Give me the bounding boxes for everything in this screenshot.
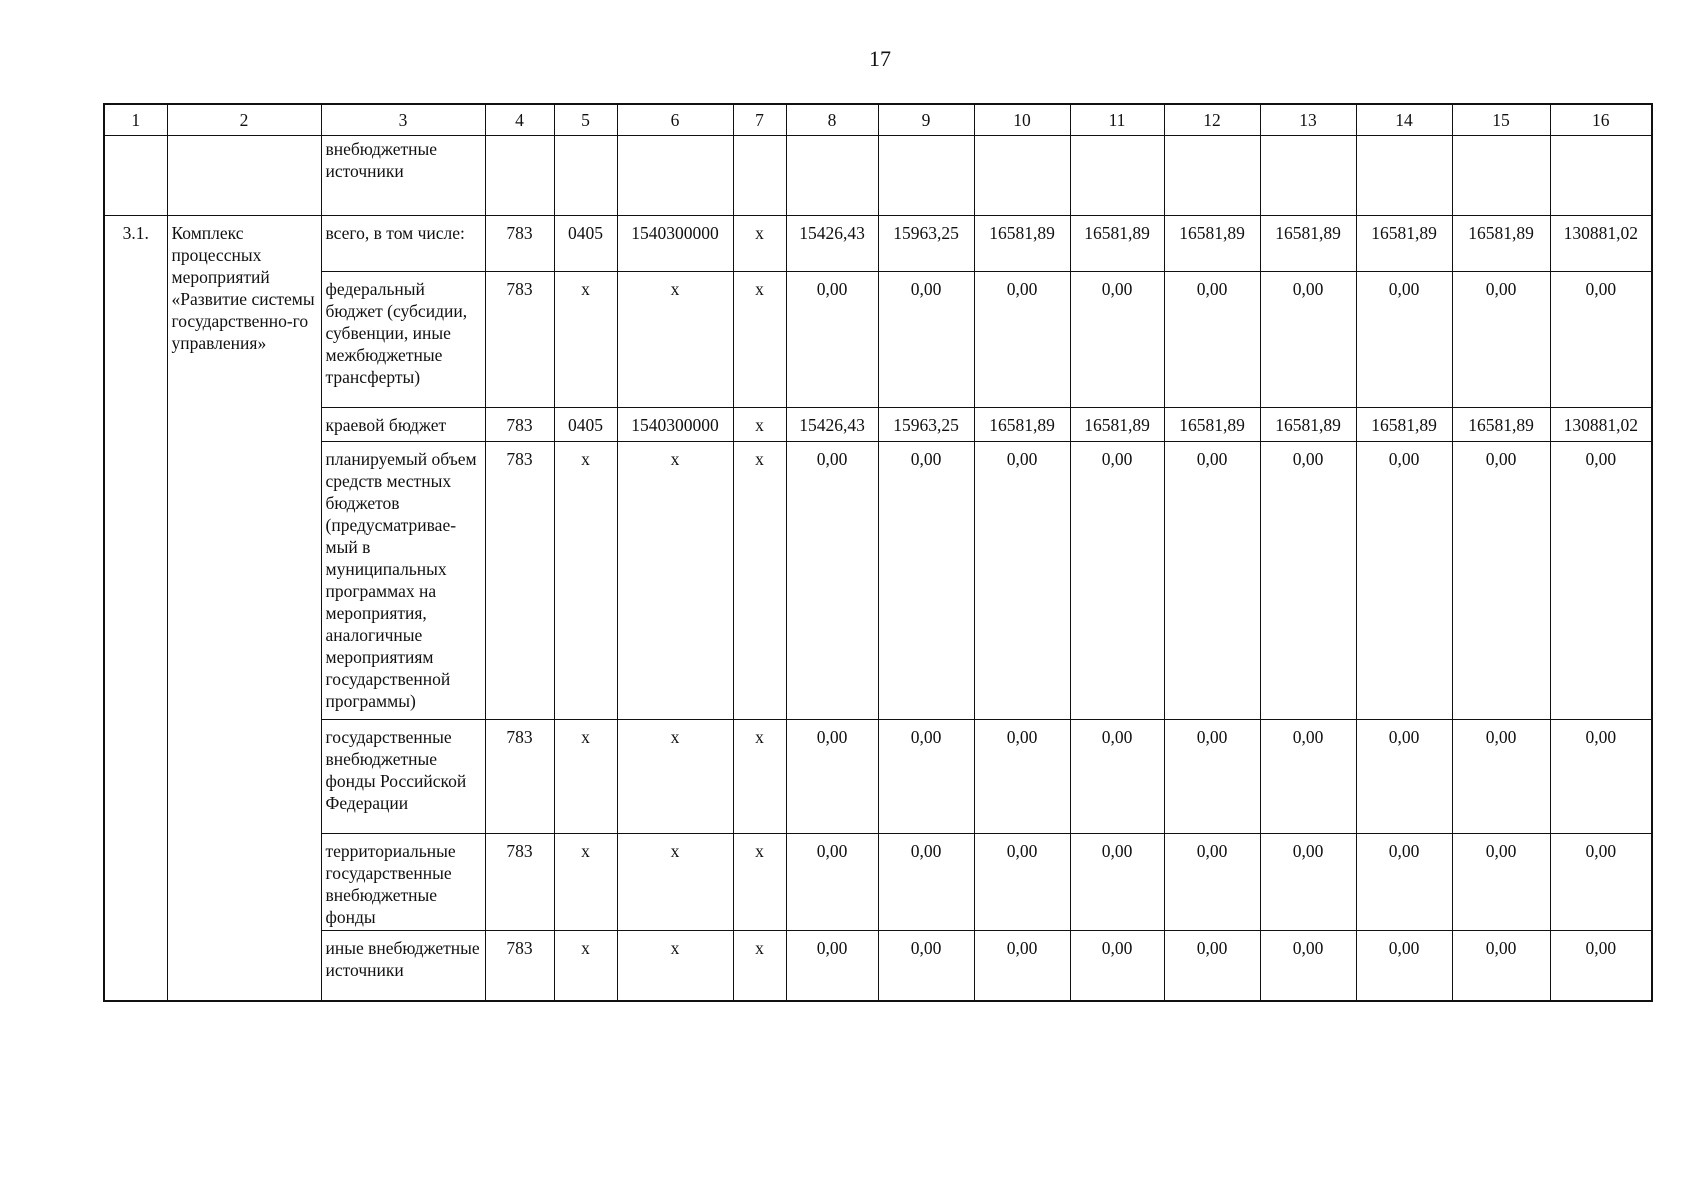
value-cell: 0,00 — [878, 931, 974, 1001]
value-cell: 0,00 — [1260, 272, 1356, 408]
header-cell: 1 — [104, 104, 167, 136]
header-cell: 13 — [1260, 104, 1356, 136]
header-cell: 8 — [786, 104, 878, 136]
value-cell: 16581,89 — [1356, 216, 1452, 272]
value-cell: 783 — [485, 272, 554, 408]
value-cell: 0,00 — [1260, 720, 1356, 834]
value-cell: x — [554, 272, 617, 408]
value-cell: 16581,89 — [1452, 216, 1550, 272]
value-cell: 0,00 — [878, 272, 974, 408]
page-number: 17 — [869, 46, 891, 71]
table-row — [104, 442, 1652, 720]
value-cell: 130881,02 — [1550, 408, 1652, 442]
value-cell: 0,00 — [1164, 720, 1260, 834]
value-cell: 0,00 — [1550, 442, 1652, 720]
funding-source: федеральный бюджет (субсидии, субвенции, иные межбюджетные трансферты) — [321, 272, 485, 408]
funding-source: всего, в том числе: — [321, 216, 485, 272]
value-cell: 0,00 — [786, 720, 878, 834]
value-cell: x — [554, 931, 617, 1001]
value-cell: x — [617, 931, 733, 1001]
value-cell: 0,00 — [1452, 720, 1550, 834]
value-cell: x — [733, 408, 786, 442]
header-cell: 3 — [321, 104, 485, 136]
value-cell: 16581,89 — [1356, 408, 1452, 442]
value-cell: 0,00 — [878, 720, 974, 834]
value-cell: 0,00 — [974, 931, 1070, 1001]
value-cell: 130881,02 — [1550, 216, 1652, 272]
table-row — [104, 834, 1652, 931]
value-cell: 0,00 — [1356, 442, 1452, 720]
value-cell: 783 — [485, 442, 554, 720]
value-cell: x — [554, 720, 617, 834]
value-cell: 0,00 — [1356, 931, 1452, 1001]
value-cell: 0,00 — [974, 720, 1070, 834]
table-row — [104, 720, 1652, 834]
value-cell: 0,00 — [1070, 834, 1164, 931]
value-cell: 0,00 — [1164, 272, 1260, 408]
value-cell: 0,00 — [1356, 720, 1452, 834]
value-cell: 783 — [485, 931, 554, 1001]
funding-source: внебюджетные источники — [321, 136, 485, 216]
value-cell: 16581,89 — [1260, 216, 1356, 272]
value-cell: 0,00 — [1070, 720, 1164, 834]
value-cell: 783 — [485, 216, 554, 272]
value-cell: 783 — [485, 408, 554, 442]
header-cell: 4 — [485, 104, 554, 136]
value-cell: 16581,89 — [1452, 408, 1550, 442]
value-cell: 0,00 — [1452, 834, 1550, 931]
item-number: 3.1. — [104, 216, 167, 1001]
table-row — [104, 931, 1652, 1001]
header-cell: 7 — [733, 104, 786, 136]
value-cell: 16581,89 — [1070, 408, 1164, 442]
value-cell: 16581,89 — [1164, 408, 1260, 442]
header-cell: 6 — [617, 104, 733, 136]
value-cell: 15426,43 — [786, 216, 878, 272]
header-row — [104, 104, 1652, 136]
table-row — [104, 272, 1652, 408]
value-cell: 0,00 — [1550, 834, 1652, 931]
table-row — [104, 408, 1652, 442]
value-cell: x — [733, 720, 786, 834]
header-cell: 15 — [1452, 104, 1550, 136]
value-cell: 0,00 — [1164, 442, 1260, 720]
value-cell: 0,00 — [1356, 834, 1452, 931]
table-row — [104, 216, 1652, 272]
continuation-row — [104, 136, 1652, 216]
value-cell: x — [617, 272, 733, 408]
value-cell: 0,00 — [974, 834, 1070, 931]
budget-table — [103, 103, 1653, 1002]
header-cell: 11 — [1070, 104, 1164, 136]
value-cell: 0,00 — [1070, 442, 1164, 720]
value-cell: 16581,89 — [974, 216, 1070, 272]
funding-source: иные внебюджетные источники — [321, 931, 485, 1001]
value-cell: x — [733, 272, 786, 408]
value-cell: 0,00 — [878, 834, 974, 931]
value-cell: x — [554, 834, 617, 931]
funding-source: территориальные государственные внебюджетные фонды — [321, 834, 485, 931]
value-cell: x — [733, 216, 786, 272]
value-cell: 0,00 — [1164, 931, 1260, 1001]
header-cell: 9 — [878, 104, 974, 136]
value-cell: x — [733, 442, 786, 720]
value-cell: 0,00 — [1550, 720, 1652, 834]
header-cell: 16 — [1550, 104, 1652, 136]
value-cell: 15426,43 — [786, 408, 878, 442]
value-cell: 0,00 — [1260, 442, 1356, 720]
value-cell: 0,00 — [1356, 272, 1452, 408]
value-cell: 0,00 — [1550, 272, 1652, 408]
value-cell: x — [554, 442, 617, 720]
value-cell: x — [617, 834, 733, 931]
value-cell: 15963,25 — [878, 408, 974, 442]
value-cell: 783 — [485, 834, 554, 931]
item-name: Комплекс процессных мероприятий «Развитие системы государственно-го управления» — [167, 216, 321, 1001]
value-cell: 0405 — [554, 216, 617, 272]
value-cell: 0,00 — [1452, 272, 1550, 408]
value-cell: 0,00 — [1070, 272, 1164, 408]
value-cell: 783 — [485, 720, 554, 834]
value-cell: 0,00 — [878, 442, 974, 720]
value-cell: 0405 — [554, 408, 617, 442]
value-cell: 0,00 — [786, 272, 878, 408]
value-cell: 16581,89 — [1070, 216, 1164, 272]
header-cell: 14 — [1356, 104, 1452, 136]
value-cell: 0,00 — [786, 442, 878, 720]
value-cell: 0,00 — [1452, 442, 1550, 720]
value-cell: 15963,25 — [878, 216, 974, 272]
value-cell: x — [617, 442, 733, 720]
value-cell: x — [733, 931, 786, 1001]
header-cell: 12 — [1164, 104, 1260, 136]
value-cell: 16581,89 — [1260, 408, 1356, 442]
funding-source: краевой бюджет — [321, 408, 485, 442]
value-cell: 0,00 — [974, 272, 1070, 408]
value-cell: 0,00 — [974, 442, 1070, 720]
value-cell: 0,00 — [1164, 834, 1260, 931]
value-cell: x — [733, 834, 786, 931]
value-cell: 16581,89 — [1164, 216, 1260, 272]
value-cell: 0,00 — [1550, 931, 1652, 1001]
value-cell: 0,00 — [1070, 931, 1164, 1001]
value-cell: 0,00 — [1260, 931, 1356, 1001]
value-cell: 16581,89 — [974, 408, 1070, 442]
header-cell: 5 — [554, 104, 617, 136]
value-cell: 1540300000 — [617, 216, 733, 272]
value-cell: 0,00 — [786, 834, 878, 931]
value-cell: x — [617, 720, 733, 834]
funding-source: государственные внебюджетные фонды Российской Федерации — [321, 720, 485, 834]
value-cell: 0,00 — [786, 931, 878, 1001]
header-cell: 2 — [167, 104, 321, 136]
value-cell: 0,00 — [1260, 834, 1356, 931]
header-cell: 10 — [974, 104, 1070, 136]
funding-source: планируемый объем средств местных бюджетов (предусматривае-мый в муниципальных программах на мероприятия, аналогичные мероприятиям государственной программы) — [321, 442, 485, 720]
value-cell: 0,00 — [1452, 931, 1550, 1001]
value-cell: 1540300000 — [617, 408, 733, 442]
